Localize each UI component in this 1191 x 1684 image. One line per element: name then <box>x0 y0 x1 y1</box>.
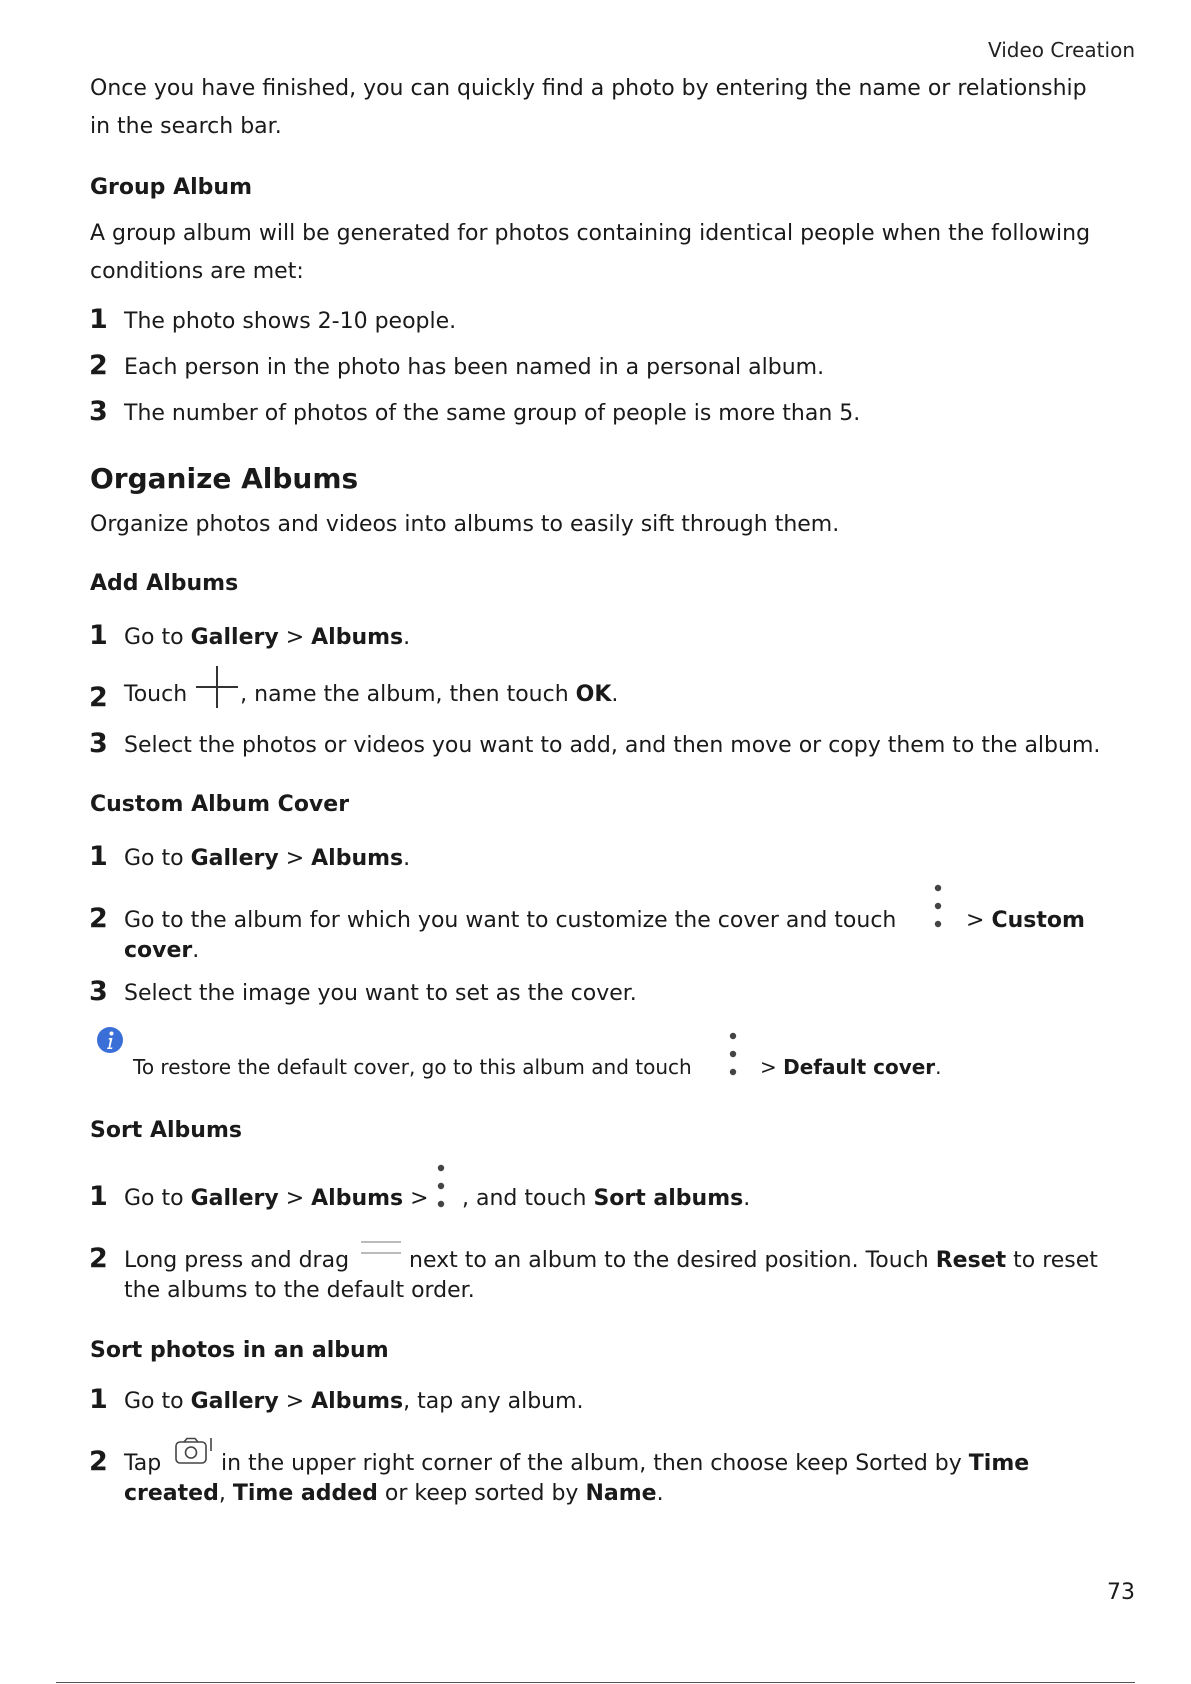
intro-line-2: in the search bar. <box>90 114 282 139</box>
add-albums-step-3: Select the photos or videos you want to add, and then move or copy them to the album. <box>124 733 1101 758</box>
step-number: 3 <box>89 396 108 427</box>
custom-cover-step-2-tail: > Custom <box>966 908 1085 933</box>
more-vertical-icon <box>725 1030 741 1082</box>
custom-cover-step-3: Select the image you want to set as the cover. <box>124 981 637 1006</box>
drag-handle-icon <box>360 1238 402 1262</box>
organize-albums-heading: Organize Albums <box>90 462 359 495</box>
footer-divider <box>56 1682 1135 1683</box>
step-number: 3 <box>89 976 108 1007</box>
sort-photos-step-2-line-1: Tap <box>124 1451 162 1476</box>
camera-switch-icon <box>174 1437 214 1469</box>
more-vertical-icon <box>930 882 946 934</box>
group-album-step-1: The photo shows 2-10 people. <box>124 309 457 334</box>
sort-albums-step-2-tail: next to an album to the desired position. Touch Reset to reset <box>409 1248 1098 1273</box>
sort-albums-step-2-line-1: Long press and drag <box>124 1248 350 1273</box>
step-number: 1 <box>89 1384 108 1415</box>
step-number: 1 <box>89 1181 108 1212</box>
sort-photos-step-2-line-2: created, Time added or keep sorted by Name. <box>124 1481 664 1506</box>
sort-albums-step-1: Go to Gallery > Albums > <box>124 1186 429 1211</box>
group-album-step-3: The number of photos of the same group of people is more than 5. <box>124 401 861 426</box>
sort-photos-step-1: Go to Gallery > Albums, tap any album. <box>124 1389 584 1414</box>
add-albums-step-1: Go to Gallery > Albums. <box>124 625 411 650</box>
step-number: 2 <box>89 1243 108 1274</box>
sort-albums-step-2-line-2: the albums to the default order. <box>124 1278 475 1303</box>
sort-albums-heading: Sort Albums <box>90 1118 242 1143</box>
info-note: To restore the default cover, go to this album and touch <box>133 1055 692 1079</box>
sort-photos-step-2-tail: in the upper right corner of the album, then choose keep Sorted by Time <box>221 1451 1030 1476</box>
sort-photos-heading: Sort photos in an album <box>90 1338 389 1363</box>
custom-cover-heading: Custom Album Cover <box>90 792 350 817</box>
step-number: 2 <box>89 682 108 713</box>
group-album-desc-1: A group album will be generated for photos containing identical people when the following <box>90 221 1091 246</box>
group-album-step-2: Each person in the photo has been named in a personal album. <box>124 355 825 380</box>
custom-cover-step-2-line-1: Go to the album for which you want to customize the cover and touch <box>124 908 897 933</box>
step-number: 3 <box>89 728 108 759</box>
organize-albums-desc: Organize photos and videos into albums to easily sift through them. <box>90 512 840 537</box>
albums-label: Albums <box>311 625 404 650</box>
custom-cover-step-2-line-2: cover. <box>124 938 200 963</box>
group-album-heading: Group Album <box>90 175 252 200</box>
step-number: 1 <box>89 841 108 872</box>
running-header: Video Creation <box>987 38 1135 62</box>
add-albums-step-2: Touch , name the album, then touch OK. <box>124 664 618 719</box>
intro-line-1: Once you have finished, you can quickly find a photo by entering the name or relationship <box>90 76 1087 101</box>
step-number: 2 <box>89 1446 108 1477</box>
add-albums-heading: Add Albums <box>90 571 239 596</box>
custom-cover-step-1: Go to Gallery > Albums. <box>124 846 411 871</box>
page-number: 73 <box>1107 1580 1135 1605</box>
sort-albums-step-1-tail: , and touch Sort albums. <box>462 1186 751 1211</box>
step-number: 2 <box>89 903 108 934</box>
gallery-label: Gallery <box>190 625 279 650</box>
ok-label: OK <box>575 682 612 707</box>
info-icon <box>96 1026 124 1058</box>
info-note-tail: > Default cover. <box>760 1055 942 1079</box>
step-number: 1 <box>89 304 108 335</box>
group-album-desc-2: conditions are met: <box>90 259 304 284</box>
step-number: 1 <box>89 620 108 651</box>
step-number: 2 <box>89 350 108 381</box>
plus-icon <box>194 664 240 719</box>
more-vertical-icon <box>433 1162 449 1214</box>
